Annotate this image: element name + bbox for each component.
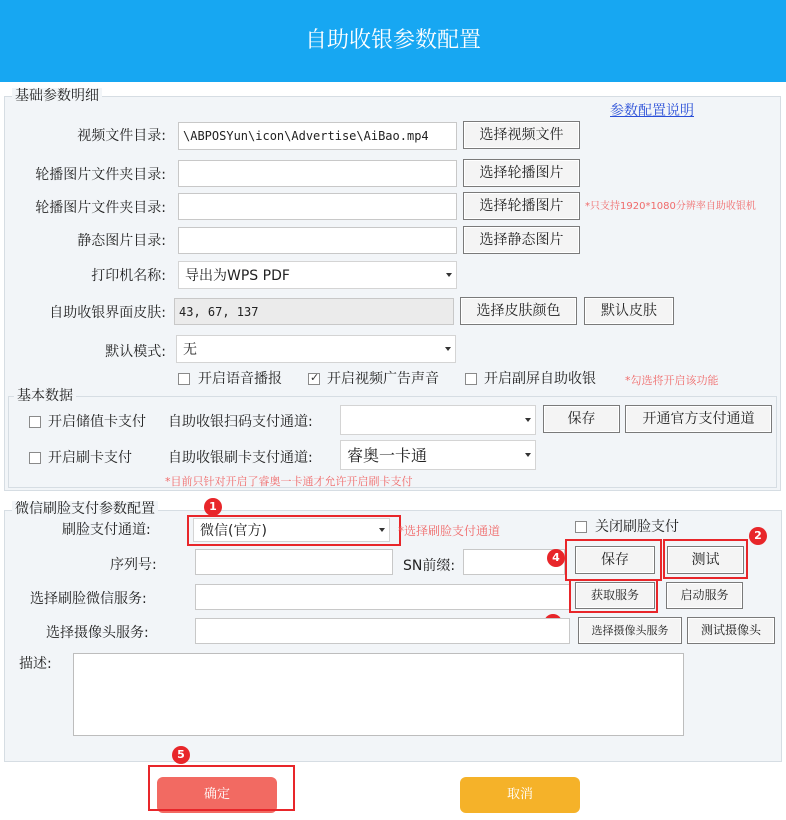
select-carousel-button-2[interactable]: 选择轮播图片	[463, 192, 580, 220]
camera-service-input[interactable]	[195, 618, 570, 644]
stored-card-label: 开启储值卡支付	[48, 414, 146, 430]
scan-channel-label: 自助收银扫码支付通道:	[168, 414, 313, 430]
select-carousel-button-1[interactable]: 选择轮播图片	[463, 159, 580, 187]
printer-select[interactable]	[178, 261, 457, 289]
wx-service-input[interactable]	[195, 584, 570, 610]
marker-1: 1	[204, 498, 222, 516]
basic-data-legend: 基本数据	[14, 388, 76, 404]
swipe-channel-select[interactable]	[340, 440, 536, 470]
face-pay-test-button[interactable]: 测试	[667, 546, 744, 574]
face-pay-save-button[interactable]: 保存	[575, 546, 655, 574]
face-channel-select-value: 微信(官方)	[200, 523, 267, 539]
default-mode-select[interactable]	[176, 335, 456, 363]
default-mode-label: 默认模式:	[105, 344, 166, 360]
select-skin-color-button[interactable]: 选择皮肤颜色	[460, 297, 577, 325]
carousel-dir-label-2: 轮播图片文件夹目录:	[35, 200, 166, 216]
static-dir-input[interactable]	[178, 227, 457, 254]
voice-broadcast-checkbox[interactable]	[178, 373, 190, 385]
carousel-dir-input-2[interactable]	[178, 193, 457, 220]
open-official-channel-button[interactable]: 开通官方支付通道	[625, 405, 772, 433]
swipe-channel-label: 自助收银刷卡支付通道:	[168, 450, 313, 466]
highlight-box-3	[569, 579, 658, 613]
scan-channel-select[interactable]	[340, 405, 536, 435]
select-camera-service-button[interactable]: 选择摄像头服务	[578, 617, 682, 644]
carousel-dir-input-1[interactable]	[178, 160, 457, 187]
video-sound-label: 开启视频广告声音	[327, 371, 439, 387]
wx-service-label: 选择刷脸微信服务:	[30, 591, 147, 607]
help-link[interactable]: 参数配置说明	[610, 103, 694, 119]
serial-number-input[interactable]	[195, 549, 393, 575]
default-skin-button[interactable]: 默认皮肤	[584, 297, 674, 325]
marker-2: 2	[749, 527, 767, 545]
chevron-down-icon	[525, 453, 531, 457]
skin-label: 自助收银界面皮肤:	[49, 305, 166, 321]
marker-4: 4	[547, 549, 565, 567]
video-dir-label: 视频文件目录:	[77, 128, 166, 144]
highlight-box-5	[148, 765, 295, 811]
highlight-box-2	[663, 539, 748, 579]
swipe-channel-select-value: 睿奥一卡通	[347, 446, 428, 465]
select-video-button[interactable]: 选择视频文件	[463, 121, 580, 149]
checkbox-note: *勾选将开启该功能	[625, 374, 719, 387]
carousel-dir-label-1: 轮播图片文件夹目录:	[35, 167, 166, 183]
face-channel-label: 刷脸支付通道:	[62, 522, 151, 538]
marker-5: 5	[172, 746, 190, 764]
video-dir-input[interactable]: \ABPOSYun\icon\Advertise\AiBao.mp4	[178, 122, 457, 150]
basic-params-legend: 基础参数明细	[12, 88, 102, 104]
highlight-box-1	[187, 515, 401, 546]
default-mode-select-value: 无	[183, 342, 197, 358]
description-textarea[interactable]	[73, 653, 684, 736]
cancel-button[interactable]: 取消	[460, 777, 580, 813]
video-sound-checkbox[interactable]	[308, 373, 320, 385]
chevron-down-icon	[445, 347, 451, 351]
printer-select-value: 导出为WPS PDF	[185, 268, 290, 284]
close-face-pay-checkbox[interactable]	[575, 521, 587, 533]
start-service-button[interactable]: 启动服务	[666, 582, 743, 609]
face-channel-note: *选择刷脸支付通道	[398, 524, 501, 538]
skin-color-input[interactable]: 43, 67, 137	[174, 298, 454, 325]
stored-card-checkbox[interactable]	[29, 416, 41, 428]
chevron-down-icon	[446, 273, 452, 277]
printer-label: 打印机名称:	[91, 268, 166, 284]
camera-service-label: 选择摄像头服务:	[46, 625, 149, 641]
highlight-box-4	[565, 539, 662, 581]
swipe-card-checkbox[interactable]	[29, 452, 41, 464]
chevron-down-icon	[525, 418, 531, 422]
get-service-button[interactable]: 获取服务	[575, 582, 655, 609]
face-pay-legend: 微信刷脸支付参数配置	[12, 501, 158, 517]
swipe-card-note: *目前只针对开启了睿奥一卡通才允许开启刷卡支付	[165, 475, 413, 488]
carousel-resolution-note: *只支持1920*1080分辨率自助收银机	[585, 201, 756, 212]
swipe-card-label: 开启刷卡支付	[48, 450, 132, 466]
select-static-button[interactable]: 选择静态图片	[463, 226, 580, 254]
basic-data-save-button[interactable]: 保存	[543, 405, 620, 433]
serial-number-label: 序列号:	[110, 557, 157, 573]
test-camera-button[interactable]: 测试摄像头	[687, 617, 775, 644]
close-face-pay-label: 关闭刷脸支付	[595, 519, 679, 535]
window-title: 自助收银参数配置	[304, 28, 481, 53]
description-label: 描述:	[19, 656, 52, 672]
voice-broadcast-label: 开启语音播报	[198, 371, 282, 387]
static-dir-label: 静态图片目录:	[77, 233, 166, 249]
confirm-button[interactable]: 确定	[157, 777, 277, 813]
sn-prefix-label: SN前缀:	[403, 558, 456, 574]
second-screen-checkbox[interactable]	[465, 373, 477, 385]
second-screen-label: 开启副屏自助收银	[484, 371, 596, 387]
